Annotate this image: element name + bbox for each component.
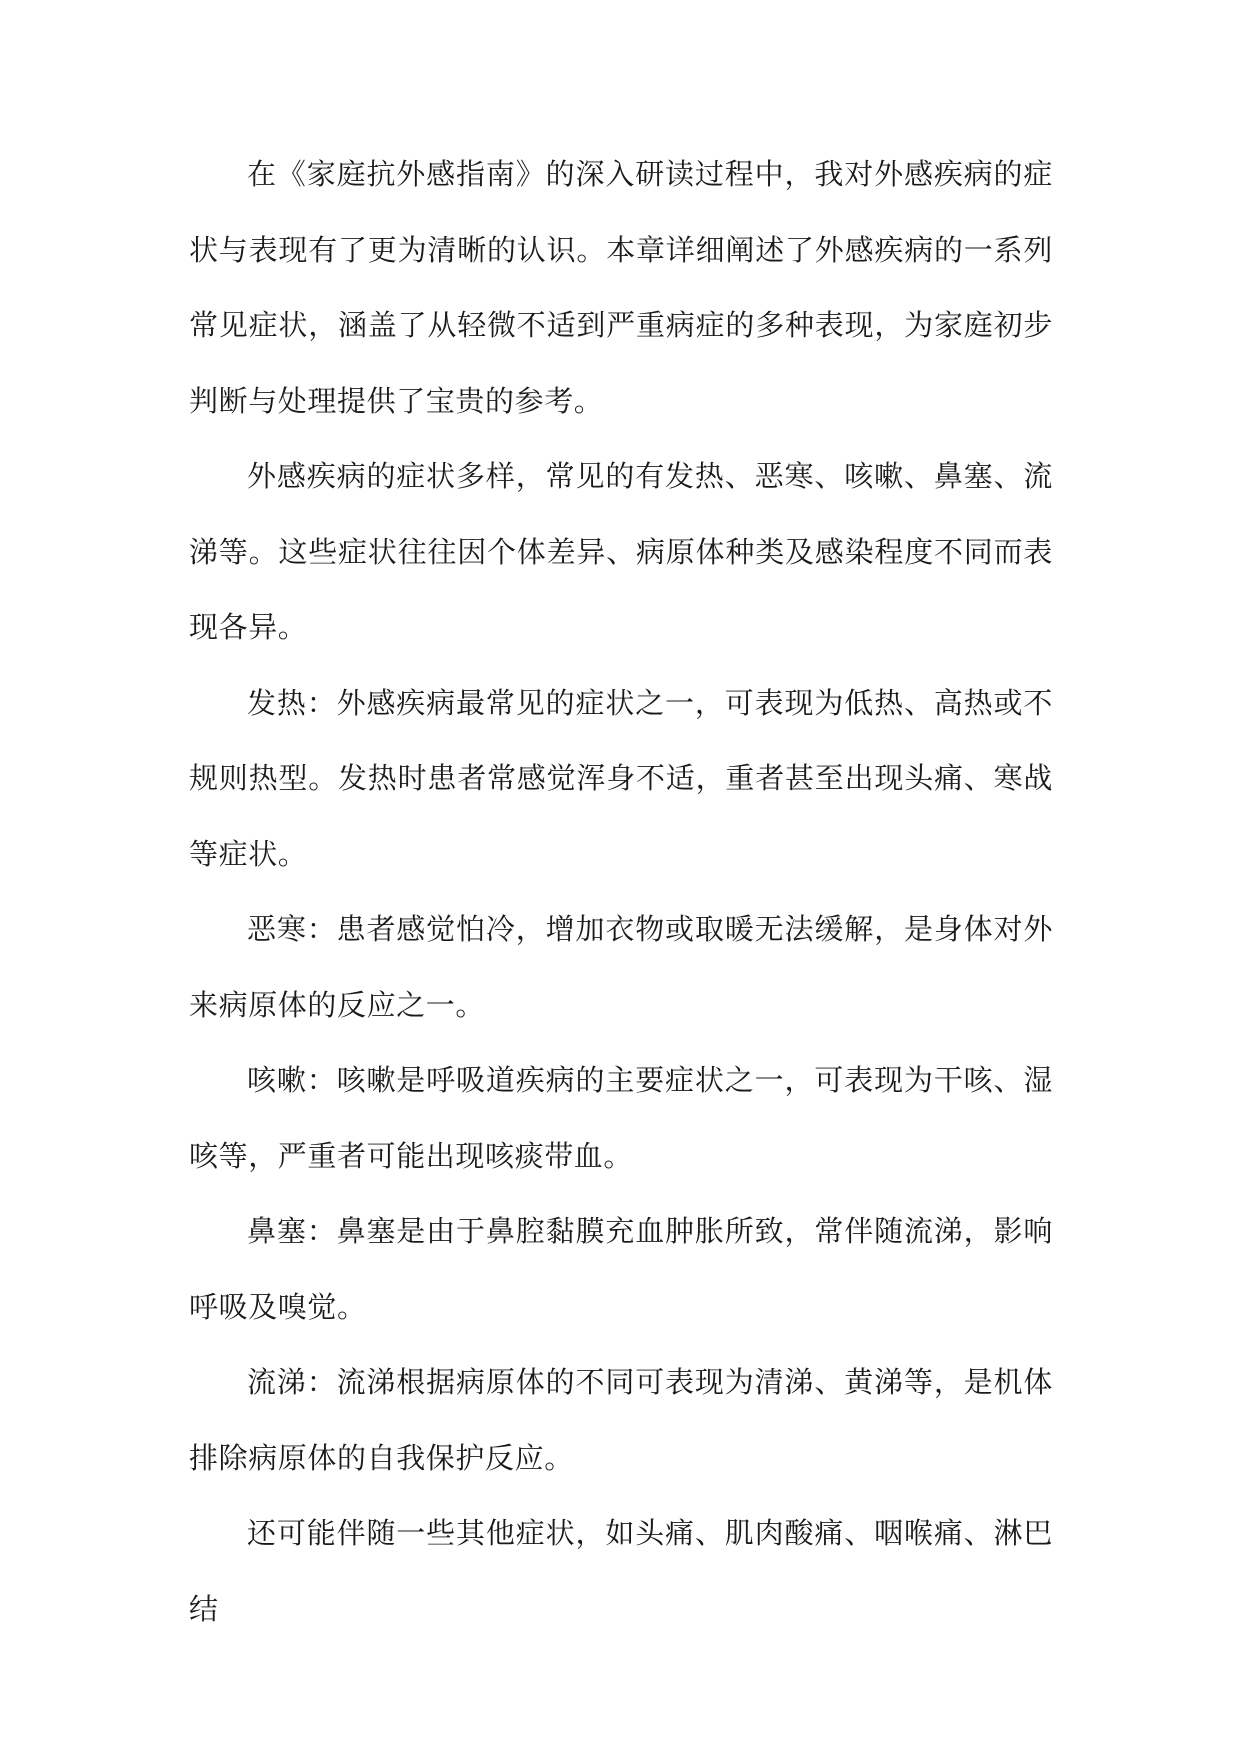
body-text: [189, 137, 1053, 1647]
paragraph-symptoms-overview: 外感疾病的症状多样，常见的有发热、恶寒、咳嗽、鼻塞、流涕等。这些症状往往因个体差异、病原体种类及感染程度不同而表现各异。: [189, 459, 1053, 644]
paragraph-chills: 恶寒：患者感觉怕冷，增加衣物或取暖无法缓解，是身体对外来病原体的反应之一。: [189, 912, 1053, 1022]
paragraph-fever: 发热：外感疾病最常见的症状之一，可表现为低热、高热或不规则热型。发热时患者常感觉浑身不适，重者甚至出现头痛、寒战等症状。: [189, 685, 1053, 871]
paragraph-cough: 咳嗽：咳嗽是呼吸道疾病的主要症状之一，可表现为干咳、湿咳等，严重者可能出现咳痰带血。: [189, 1063, 1053, 1173]
paragraph-intro: 在《家庭抗外感指南》的深入研读过程中，我对外感疾病的症状与表现有了更为清晰的认识。本章详细阐述了外感疾病的一系列常见症状，涵盖了从轻微不适到严重病症的多种表现，为家庭初步判断与处理提供了宝贵的参考。: [189, 157, 1053, 418]
paragraph-other-symptoms: 还可能伴随一些其他症状，如头痛、肌肉酸痛、咽喉痛、淋巴结: [189, 1516, 1053, 1626]
paragraph-nasal-congestion: 鼻塞：鼻塞是由于鼻腔黏膜充血肿胀所致，常伴随流涕，影响呼吸及嗅觉。: [189, 1214, 1053, 1324]
paragraph-runny-nose: 流涕：流涕根据病原体的不同可表现为清涕、黄涕等，是机体排除病原体的自我保护反应。: [189, 1365, 1053, 1475]
